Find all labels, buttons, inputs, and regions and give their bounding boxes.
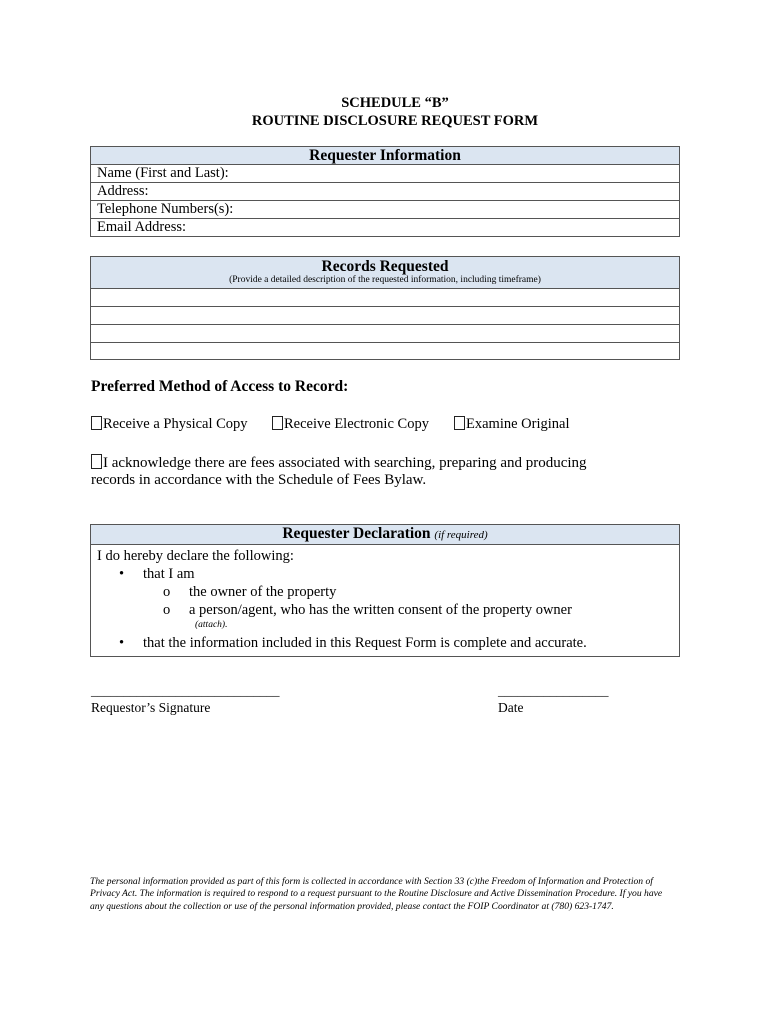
records-requested-subheading: (Provide a detailed description of the requested information, including timeframe) <box>229 275 541 285</box>
sub-bullet-glyph: o <box>163 602 171 618</box>
declaration-bullet <box>97 565 673 583</box>
privacy-footer: The personal information provided as part of this form is collected in accordance with Section 33 (c)the Freedom of Information and Protection of Privacy Act. The information is required to respond to a request pursuant to the Routine Disclosure and Active Dissemination Procedure. If you have any questions about the collection or use of the personal information provided, please contact the FOIP Coordinator at (780) 623-1747. <box>90 876 663 912</box>
records-requested-header <box>91 257 680 289</box>
acknowledge-checkbox[interactable] <box>91 454 102 469</box>
declaration-body <box>91 545 680 657</box>
access-method-heading: Preferred Method of Access to Record: <box>91 378 349 395</box>
date-line[interactable]: _________________ <box>498 683 609 698</box>
records-requested-table <box>90 256 680 360</box>
electronic-copy-label: Receive Electronic Copy <box>284 416 429 432</box>
declaration-heading: Requester Declaration <box>282 525 431 542</box>
email-field[interactable]: Email Address: <box>91 219 680 237</box>
records-row[interactable] <box>91 307 680 325</box>
declaration-intro: I do hereby declare the following: <box>97 548 294 564</box>
signature-line[interactable]: _____________________________ <box>91 683 280 698</box>
electronic-copy-checkbox[interactable] <box>272 416 283 430</box>
declaration-heading-note: (if required) <box>434 529 488 541</box>
subitem-text: the owner of the property <box>189 584 337 600</box>
records-row[interactable] <box>91 289 680 307</box>
signature-label: Requestor’s Signature <box>91 700 211 715</box>
option-electronic-copy[interactable] <box>272 416 429 433</box>
address-field[interactable]: Address: <box>91 183 680 201</box>
acknowledge-line-2: records in accordance with the Schedule of Fees Bylaw. <box>91 472 427 488</box>
option-examine-original[interactable] <box>454 416 569 433</box>
bullet-text: that I am <box>143 566 195 582</box>
examine-original-label: Examine Original <box>466 416 570 432</box>
form-title: ROUTINE DISCLOSURE REQUEST FORM <box>251 113 539 129</box>
date-label: Date <box>498 700 524 715</box>
requester-declaration-table <box>90 524 680 657</box>
physical-copy-label: Receive a Physical Copy <box>103 416 248 432</box>
examine-original-checkbox[interactable] <box>454 416 465 430</box>
sub-bullet-glyph: o <box>163 584 171 600</box>
telephone-field[interactable]: Telephone Numbers(s): <box>91 201 680 219</box>
schedule-label: SCHEDULE “B” <box>341 95 449 111</box>
declaration-bullet <box>97 634 673 652</box>
fees-acknowledgement[interactable] <box>91 454 587 472</box>
option-physical-copy[interactable] <box>91 416 248 433</box>
records-row[interactable] <box>91 325 680 343</box>
declaration-subitem <box>97 583 673 601</box>
physical-copy-checkbox[interactable] <box>91 416 102 430</box>
declaration-header <box>91 525 680 545</box>
name-field[interactable]: Name (First and Last): <box>91 165 680 183</box>
bullet-glyph: • <box>119 635 125 651</box>
acknowledge-line-1: I acknowledge there are fees associated with searching, preparing and producing <box>103 455 587 471</box>
attach-note: (attach). <box>195 620 228 630</box>
requester-information-heading: Requester Information <box>91 147 680 165</box>
records-row[interactable] <box>91 343 680 360</box>
bullet-glyph: • <box>119 566 125 582</box>
bullet-text: that the information included in this Request Form is complete and accurate. <box>143 635 587 651</box>
declaration-subitem <box>97 601 673 619</box>
records-requested-heading: Records Requested <box>321 258 449 275</box>
subitem-text: a person/agent, who has the written consent of the property owner <box>189 602 572 618</box>
requester-information-table <box>90 146 680 237</box>
